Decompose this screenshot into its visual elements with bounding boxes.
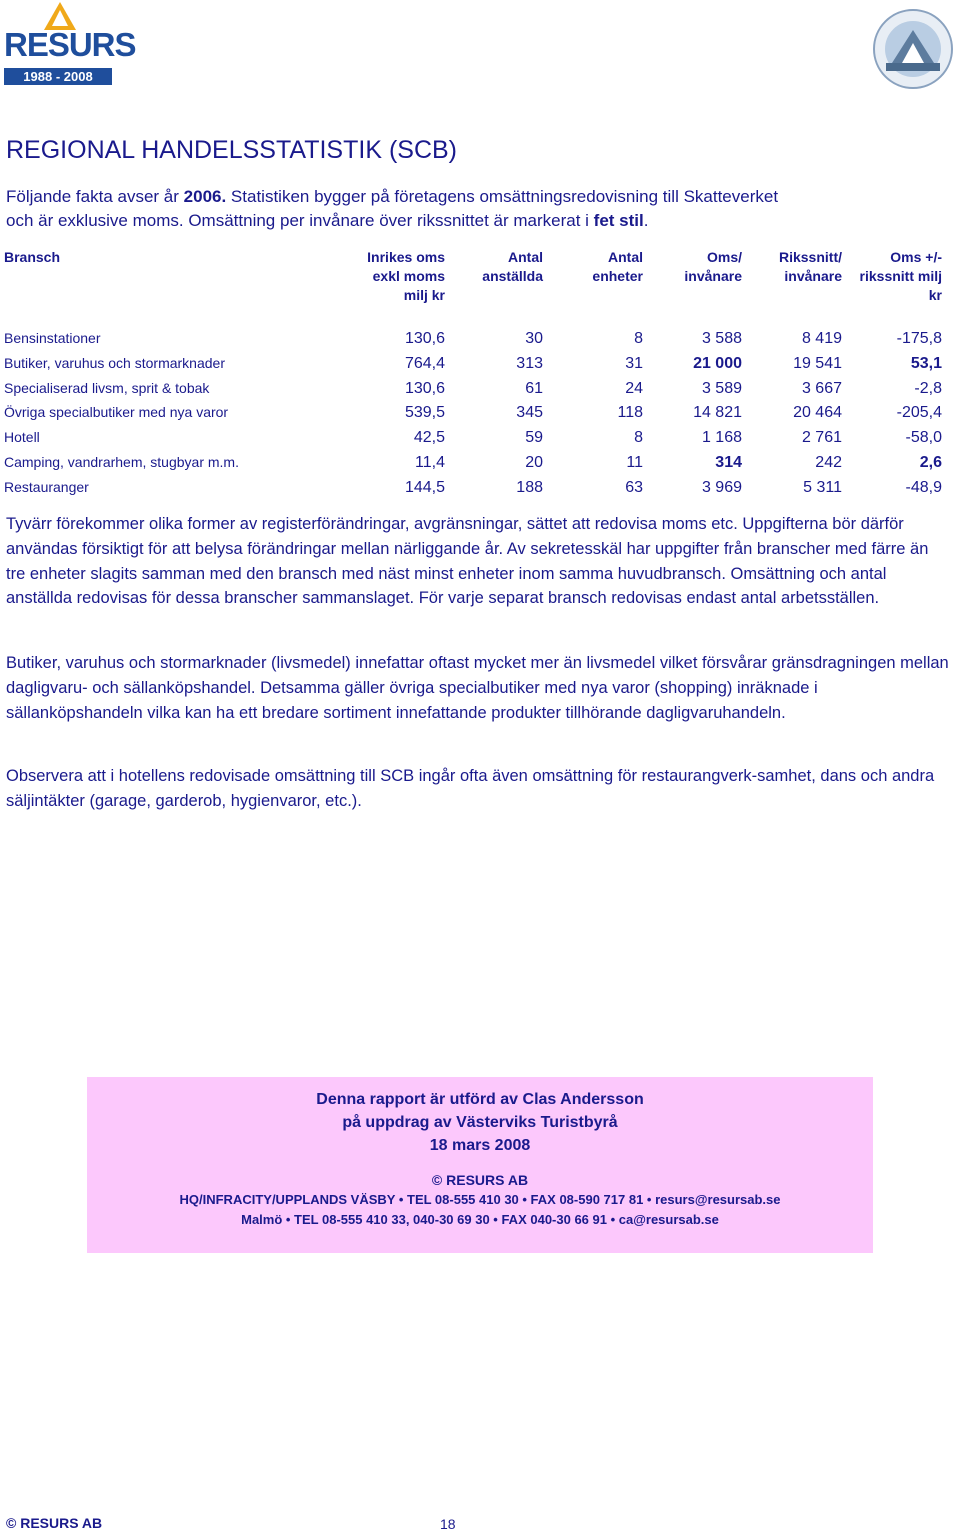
row-bransch-name: Hotell <box>4 429 40 446</box>
table-body <box>4 328 952 502</box>
cell-rikssnitt: 242 <box>815 453 842 471</box>
cell-diff: -48,9 <box>905 478 942 496</box>
seal-icon <box>872 8 954 90</box>
cell-rikssnitt: 8 419 <box>801 330 842 347</box>
cell-diff: 2,6 <box>919 453 942 471</box>
cell-rikssnitt: 5 311 <box>803 478 842 496</box>
intro-text: Följande fakta avser år 2006. Statistiken bygger på företagens omsättningsredovisning till Skatteverket och är exklusive moms. Omsättning per invånare över rikssnittet är markerat i fet stil. <box>6 187 779 230</box>
table-row <box>4 402 952 427</box>
table-row <box>4 477 952 502</box>
cell-enheter: 31 <box>625 354 643 372</box>
vasterviks-turistbyra-seal <box>872 8 954 90</box>
table-row <box>4 452 952 477</box>
cell-inrikes: 130,6 <box>404 379 445 397</box>
paragraph-butiker: Butiker, varuhus och stormarknader (livsmedel) innefattar oftast mycket mer än livsmedel vilket försvårar gränsdragningen mellan dagligvaru- och sällanköpshandel. Detsamma gäller övriga specialbutiker med nya varor (shopping) inräknade i sällanköpshandeln vilka kan ha ett bredare sortiment innefattande produkter tillhörande dagligvaruhandeln. <box>6 654 949 722</box>
box-date: 18 mars 2008 <box>429 1137 531 1154</box>
cell-enheter: 11 <box>626 453 643 471</box>
cell-inrikes: 144,5 <box>404 478 445 496</box>
logo-wordmark: RESURS <box>4 26 136 63</box>
header-enheter: Antal enheter <box>592 249 643 284</box>
header-diff: Oms +/- rikssnitt milj kr <box>859 249 942 303</box>
row-bransch-name: Camping, vandrarhem, stugbyar m.m. <box>4 453 239 470</box>
cell-diff: -175,8 <box>896 330 942 347</box>
cell-inrikes: 42,5 <box>413 429 445 447</box>
header-rikssnitt: Rikssnitt/ invånare <box>778 249 842 284</box>
logo-years: 1988 - 2008 <box>4 68 112 85</box>
cell-anstallda: 59 <box>525 429 543 447</box>
table-row <box>4 353 952 378</box>
cell-anstallda: 313 <box>516 354 543 372</box>
cell-oms-inv: 314 <box>715 453 742 471</box>
row-bransch-name: Specialiserad livsm, sprit & tobak <box>4 379 210 396</box>
header-inrikes: Inrikes oms exkl moms milj kr <box>367 249 445 303</box>
cell-anstallda: 188 <box>516 478 543 496</box>
cell-oms-inv: 3 588 <box>701 330 742 347</box>
box-commission: på uppdrag av Västerviks Turistbyrå <box>342 1114 618 1131</box>
cell-rikssnitt: 3 667 <box>801 379 842 397</box>
cell-enheter: 63 <box>625 478 643 496</box>
resurs-logo <box>4 2 136 84</box>
cell-diff: -2,8 <box>914 379 942 397</box>
cell-inrikes: 11,4 <box>415 453 445 471</box>
box-copyright: © RESURS AB <box>431 1172 529 1188</box>
footer-company: © RESURS AB <box>6 1515 103 1531</box>
cell-oms-inv: 3 969 <box>701 478 742 496</box>
cell-diff: -205,4 <box>896 404 942 422</box>
cell-oms-inv: 21 000 <box>693 354 742 372</box>
cell-rikssnitt: 20 464 <box>793 404 842 422</box>
report-info-box <box>87 1077 873 1253</box>
row-bransch-name: Bensinstationer <box>4 330 101 346</box>
cell-inrikes: 764,4 <box>404 354 445 372</box>
table-row <box>4 427 952 452</box>
cell-inrikes: 130,6 <box>404 330 445 347</box>
page-number: 18 <box>440 1516 456 1532</box>
statistics-table <box>4 248 952 496</box>
cell-anstallda: 20 <box>525 453 543 471</box>
paragraph-registerforandringar: Tyvärr förekommer olika former av registerförändringar, avgränsningar, sättet att redovisa moms etc. Uppgifterna bör därför användas försiktigt för att belysa förändringar mellan närliggande år. Av sekretesskäl har uppgifter från branscher med färre än tre enheter slagits samman med den bransch med näst minst enheter inom samma huvudbransch. Omsättning och antal anställda redovisas för dessa branscher sammanslaget. För varje separat bransch redovisas endast antal arbetsställen. <box>6 515 929 608</box>
cell-rikssnitt: 2 761 <box>801 429 842 447</box>
cell-anstallda: 30 <box>525 330 543 347</box>
cell-oms-inv: 3 589 <box>701 379 742 397</box>
cell-enheter: 8 <box>634 429 643 447</box>
cell-enheter: 24 <box>625 379 643 397</box>
cell-oms-inv: 1 168 <box>701 429 742 447</box>
table-row <box>4 378 952 403</box>
cell-inrikes: 539,5 <box>404 404 445 422</box>
box-malmo-contact: Malmö • TEL 08-555 410 33, 040-30 69 30 • FAX 040-30 66 91 • ca@resursab.se <box>241 1212 719 1227</box>
cell-oms-inv: 14 821 <box>693 404 742 422</box>
row-bransch-name: Övriga specialbutiker med nya varor <box>4 404 229 421</box>
cell-anstallda: 61 <box>525 379 543 397</box>
header-anstallda: Antal anställda <box>482 249 543 284</box>
cell-enheter: 118 <box>617 404 643 422</box>
cell-anstallda: 345 <box>516 404 543 422</box>
table-header <box>4 248 952 310</box>
box-author: Denna rapport är utförd av Clas Andersson <box>316 1091 644 1108</box>
header-bransch: Bransch <box>4 249 61 265</box>
cell-enheter: 8 <box>634 330 643 347</box>
page-title: REGIONAL HANDELSSTATISTIK (SCB) <box>6 136 458 164</box>
row-bransch-name: Butiker, varuhus och stormarknader <box>4 354 225 371</box>
row-bransch-name: Restauranger <box>4 478 89 495</box>
header-oms-invanare: Oms/ invånare <box>684 249 742 284</box>
cell-diff: -58,0 <box>905 429 942 447</box>
box-hq-contact: HQ/INFRACITY/UPPLANDS VÄSBY • TEL 08-555 410 30 • FAX 08-590 717 81 • resurs@resursab.se <box>179 1192 781 1207</box>
cell-diff: 53,1 <box>910 354 942 372</box>
cell-rikssnitt: 19 541 <box>793 354 842 372</box>
table-row <box>4 328 952 353</box>
paragraph-hotell: Observera att i hotellens redovisade omsättning till SCB ingår ofta även omsättning för restaurangverk-samhet, dans och andra säljintäkter (garage, garderob, hygienvaror, etc.). <box>6 767 935 810</box>
